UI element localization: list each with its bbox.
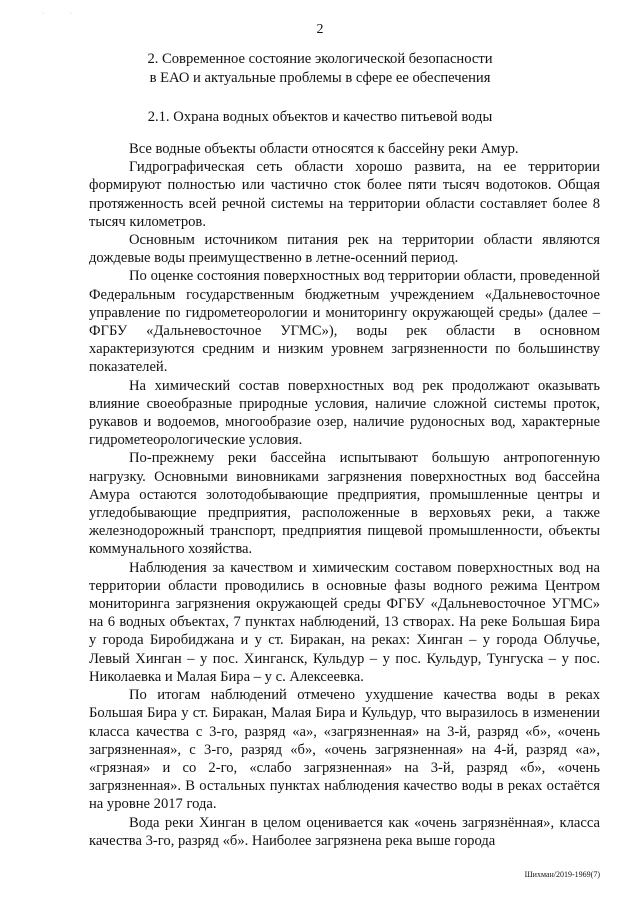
scan-mark: · <box>70 11 72 17</box>
page-number: 2 <box>316 22 324 37</box>
paragraph: Наблюдения за качеством и химическим составом поверхностных вод на территории области проводились в основные фазы водного режима Центром мониторинга загрязнения окружающей среды ФГБУ «Дальневосточное УГМС» на 6 водных объектах, 7 пунктах наблюдений, 13 створах. На реке Большая Бира у города Биробиджана и у ст. Биракан, на реках: Хинган – у города Облучье, Левый Хинган – у пос. Хинганск, Кульдур – у пос. Кульдур, Тунгуска – у пос. Николаевка и Малая Бира – у с. Алексеевка. <box>89 559 600 685</box>
section-heading-line: в ЕАО и актуальные проблемы в сфере ее обеспечения <box>149 70 491 86</box>
paragraph: Основным источником питания рек на территории области являются дождевые воды преимущественно в летне-осенний период. <box>89 232 600 267</box>
document-body <box>89 140 600 850</box>
paragraph: Все водные объекты области относятся к бассейну реки Амур. <box>129 141 519 157</box>
subsection-heading: 2.1. Охрана водных объектов и качество питьевой воды <box>147 109 493 125</box>
section-heading-line: 2. Современное состояние экологической безопасности <box>147 51 493 67</box>
paragraph: По оценке состояния поверхностных вод территории области, проведенной Федеральным государственным бюджетным учреждением «Дальневосточное управление по гидрометеорологии и мониторингу окружающей среды» (далее – ФГБУ «Дальневосточное УГМС»), воды рек области в основном характеризуются средним и низким уровнем загрязненности по большинству показателей. <box>89 268 600 376</box>
paragraph: На химический состав поверхностных вод рек продолжают оказывать влияние своеобразные природные условия, наличие сложной системы проток, рукавов и водоемов, многообразие озер, наличие рудоносных вод, характерные гидрометеорологические условия. <box>89 377 600 449</box>
paragraph: По итогам наблюдений отмечено ухудшение качества воды в реках Большая Бира у ст. Биракан, Малая Бира и Кульдур, что выразилось в изменении класса качества с 3-го, разряд «а», «загрязненная» на 3-й, разряд «б», «очень загрязненная», с 3-го, разряд «б», «очень загрязненная» на 4-й, разряд «а», «грязная» и со 2-го, «слабо загрязненная» на 3-й, разряд «б», «очень загрязненная». В остальных пунктах наблюдения качество воды в реках остаётся на уровне 2017 года. <box>89 687 600 813</box>
paragraph: Вода реки Хинган в целом оценивается как «очень загрязнённая», класса качества 3-го, разряд «б». Наиболее загрязнена река выше города <box>89 814 600 849</box>
paragraph: Гидрографическая сеть области хорошо развита, на ее территории формируют полностью или частично сток более пяти тысяч водотоков. Общая протяженность всей речной системы на территории области составляет более 8 тысяч километров. <box>89 159 600 230</box>
paragraph: По-прежнему реки бассейна испытывают большую антропогенную нагрузку. Основными виновниками загрязнения поверхностных вод бассейна Амура остаются золотодобывающие предприятия, промышленные центры и угледобывающие предприятия, расположенные в верховьях реки, а также железнодорожный транспорт, предприятия пищевой промышленности, объекты коммунального хозяйства. <box>89 450 600 558</box>
document-code: Шихман/2019-1969(7) <box>524 870 600 879</box>
section-heading <box>0 50 640 88</box>
scan-mark: · <box>42 11 44 17</box>
